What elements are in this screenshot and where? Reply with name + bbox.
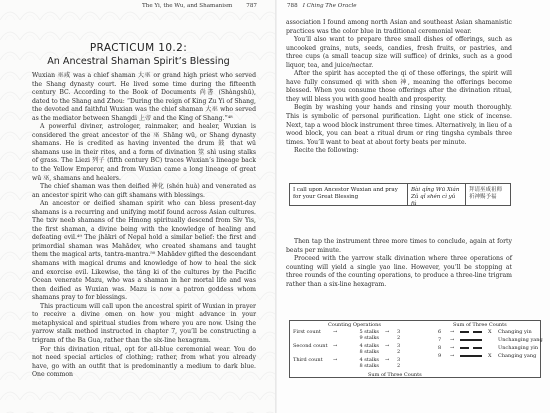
arrow: → — [385, 329, 390, 335]
right-body-text-bottom — [286, 238, 512, 289]
arrow: → — [450, 329, 455, 335]
stalk-count: 8 stalks — [359, 363, 379, 369]
left-running-head — [142, 3, 257, 9]
paragraph: Then tap the instrument three more times to conclude, again at forty beats per minute. — [286, 238, 512, 254]
paragraph: An ancestor or deified shaman spirit who can bless present-day shamans is a recurring and unifying motif found across Asian cultures. The txiv neeb shamans of the Hmong spiritually descend from Siv Yis, the first shaman, a divine being with the knowledge of healing and defeating evil.⁴⁹ The jhākri of Nepal hold a similar belief: the first and primordial shaman was Mahādev, who created shamans and taught them the magical arts, tantra-mantra.⁵⁰ Mahādev gifted the descendant shamans with magical drums and knowledge of how to heal the sick and exorcise evil. Likewise, the tâng ki of the cultures by the Pacific Ocean venerate Mazu, who was a shaman in her mortal life and was then deified as Wuxian was. Mazu is now a patron goddess whom shamans pray to for blessings. — [32, 200, 256, 302]
sum-footer: Sum of Three Counts — [368, 372, 422, 378]
invocation-chinese: 拜请巫咸祖师 祈神赐予福 — [469, 187, 503, 200]
arrow: → — [333, 357, 338, 363]
line-number: 8 — [438, 345, 442, 351]
solid-line-glyph — [460, 339, 482, 341]
sum-header: Sum of Three Counts — [453, 322, 507, 328]
paragraph: Wuxian 巫咸 was a chief shaman 大巫 or grand high priest who served the Shang dynasty court. He lived some time during the fifteenth century BC. According to the Book of Documents 尚書 (Shàngshū), dated to the Shang and Zhou: “During the reign of King Zu Yi of Shang, the devoted and faithful Wuxian was the chief shaman 大巫 who served as the mediator between Shangdi 上帝 and the King of Shang.”⁴⁸ — [32, 72, 256, 122]
paragraph: After the spirit has accepted the qi of these offerings, the spirit will have fully consumed qi with shen 神, meaning the offerings become blessed. When you consume those offerings after the divination ritual, they will bless you with good health and prosperity. — [286, 70, 512, 103]
arrow: → — [333, 343, 338, 349]
count-value: 2 — [397, 335, 401, 341]
paragraph: Recite the following: — [294, 147, 359, 155]
arrow: → — [450, 345, 455, 351]
stalk-count: 8 stalks — [359, 349, 379, 355]
count-label: Third count — [293, 357, 323, 363]
paragraph: A powerful diviner, astrologer, rainmaker, and healer, Wuxian is considered the great ancestor of the 巫 Shāng wū, or Shang dynasty shamans. He is credited as having invented the drum 鼓 that wū shamans use in their rites, and a form of divination 筮 shì using stalks of grass. The Liezi 列子 (fifth century BC) traces Wuxian’s lineage back to the Yellow Emperor, and from Wuxian came a long lineage of great wū 巫, shamans and healers. — [32, 123, 256, 182]
stalk-count: 4 stalks — [359, 357, 379, 363]
count-value: 3 — [397, 357, 401, 363]
paragraph: Proceed with the yarrow stalk divination where three operations of counting will yield a single yao line. However, you’ll be stopping at three rounds of the counting operations, to produce a three-line trigram rather than a six-line hexagram. — [286, 255, 512, 288]
count-value: 3 — [397, 343, 401, 349]
counting-operations-header: Counting Operations — [328, 322, 381, 328]
counting-table — [289, 320, 541, 378]
right-page-number: 788 — [287, 3, 298, 9]
left-page-number: 787 — [246, 3, 257, 9]
changing-mark: X — [488, 353, 492, 359]
line-number: 9 — [438, 353, 442, 359]
right-running-head-text: I Ching The Oracle — [302, 3, 357, 9]
paragraph: Begin by washing your hands and rinsing your mouth thoroughly. This is symbolic of personal purification. Light one stick of incense. Next, tap a wood block instrument three times. Alternatively, in lieu of a wood block, you can beat a ritual drum or ring tingsha cymbals three times. You’ll want to beat at about forty beats per minute. — [286, 104, 512, 146]
paragraph: The chief shaman was then deified 神化 (shén huà) and venerated as an ancestor spirit who can gift shamans with blessings. — [32, 183, 256, 199]
invocation-box — [289, 183, 511, 206]
arrow: → — [450, 337, 455, 343]
line-name: Changing yang — [498, 353, 537, 359]
count-label: First count — [293, 329, 321, 335]
changing-mark: X — [488, 329, 492, 335]
left-running-head-text: The Yi, the Wu, and Shamanism — [142, 3, 233, 9]
practicum-heading — [0, 42, 277, 67]
broken-line-glyph — [460, 347, 482, 349]
broken-line-glyph — [460, 331, 482, 333]
line-number: 7 — [438, 337, 442, 343]
count-value: 2 — [397, 363, 401, 369]
practicum-label: PRACTICUM 10.2: — [89, 42, 188, 54]
stalk-count: 9 stalks — [359, 335, 379, 341]
arrow: → — [385, 357, 390, 363]
line-name: Unchanging yin — [498, 345, 539, 351]
arrow: → — [385, 343, 390, 349]
count-value: 3 — [397, 329, 401, 335]
right-page — [277, 0, 550, 413]
stalk-count: 4 stalks — [359, 343, 379, 349]
invocation-english: I call upon Ancestor Wuxian and pray for your Great Blessing — [290, 184, 408, 205]
invocation-pinyin: Bài qǐng Wū Xián Zǔ qǐ shén cì yǔ fú — [408, 184, 466, 205]
practicum-title: An Ancestral Shaman Spirit’s Blessing — [47, 56, 230, 67]
solid-line-glyph — [460, 355, 482, 357]
paragraph: For this divination ritual, opt for all-blue ceremonial wear. You do not need special articles of clothing; rather, from what you already have, go with an outfit that is predominantly a medium to dark blue. One common — [32, 345, 256, 379]
left-body-text — [32, 72, 256, 380]
arrow: → — [450, 353, 455, 359]
line-name: Changing yin — [498, 329, 532, 335]
count-value: 2 — [397, 349, 401, 355]
stalk-count: 5 stalks — [359, 329, 379, 335]
count-label: Second count — [293, 343, 328, 349]
line-number: 6 — [438, 329, 442, 335]
paragraph: This practicum will call upon the ancestral spirit of Wuxian in prayer to receive a divine omen on how you might advance in your metaphysical and spiritual studies from where you are now. Using the yarrow stalk method instructed in chapter 7, you’ll be constructing a trigram of the Ba Gua, rather than the six-line hexagram. — [32, 302, 256, 344]
right-body-text-top — [286, 19, 512, 156]
arrow: → — [333, 329, 338, 335]
paragraph: association I found among north Asian and southeast Asian shamanistic practices was the color blue in traditional ceremonial wear. — [286, 19, 512, 35]
paragraph: You’ll also want to prepare three small dishes of offerings, such as uncooked grains, nuts, seeds, candies, fresh fruits, or pastries, and three cups (a small teacup size will suffice) of drinks, such as a good liquor, tea, and juice/nectar. — [286, 36, 512, 69]
right-running-head — [287, 3, 357, 9]
line-name: Unchanging yang — [498, 337, 543, 343]
